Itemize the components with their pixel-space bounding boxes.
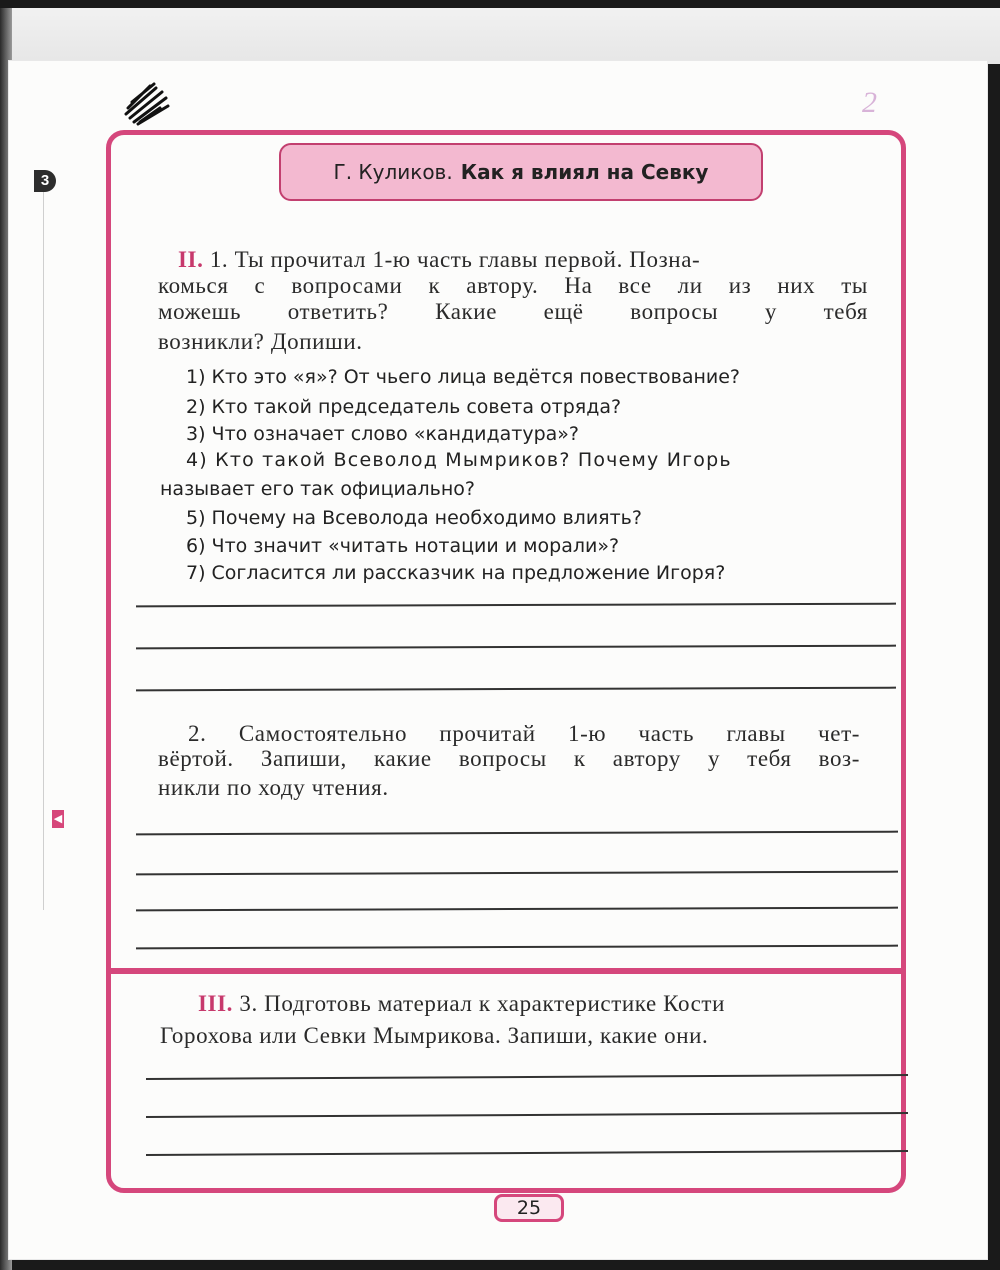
section-divider	[108, 968, 906, 974]
question-1: 1) Кто это «я»? От чьего лица ведётся повествование?	[186, 366, 741, 388]
task2-line-2: вёртой. Запиши, какие вопросы к автору у тебя воз-	[158, 746, 860, 771]
scan-edge-top	[0, 8, 1000, 64]
story-title: Как я влиял на Севку	[460, 160, 709, 184]
lesson-title	[279, 143, 763, 201]
bookmark-tab-icon: ◀	[52, 810, 64, 828]
task1-line-3: можешь ответить? Какие ещё вопросы у тебя	[158, 299, 868, 324]
pen-scribble-icon	[120, 78, 176, 128]
margin-line	[43, 190, 44, 910]
task1-line-4: возникли? Допиши.	[158, 329, 363, 354]
page-number: 25	[494, 1194, 564, 1222]
task3-line-1: III. 3. Подготовь материал к характеристике Кости	[198, 991, 725, 1016]
task2-line-1: 2. Самостоятельно прочитай 1-ю часть главы чет-	[188, 721, 860, 746]
question-2: 2) Кто такой председатель совета отряда?	[186, 396, 622, 418]
question-6: 6) Что значит «читать нотации и морали»?	[186, 535, 620, 557]
question-7: 7) Согласится ли рассказчик на предложение Игоря?	[186, 562, 726, 584]
author-name: Г. Куликов.	[333, 160, 453, 184]
task1-line-2: комься с вопросами к автору. На все ли из них ты	[158, 273, 868, 298]
task3-line-2: Горохова или Севки Мымрикова. Запиши, какие они.	[160, 1023, 709, 1048]
question-5: 5) Почему на Всеволода необходимо влиять?	[186, 507, 642, 529]
question-4-continued: называет его так официально?	[160, 478, 475, 500]
section-iii-numeral: III.	[198, 991, 234, 1016]
question-3: 3) Что означает слово «кандидатура»?	[186, 423, 579, 445]
task1-line-1: II. 1. Ты прочитал 1-ю часть главы первой. Позна-	[178, 247, 701, 272]
section-badge: 3	[34, 170, 56, 192]
question-4: 4) Кто такой Всеволод Мымриков? Почему Игорь	[186, 449, 732, 471]
section-ii-numeral: II.	[178, 247, 204, 272]
pencil-mark: 2	[862, 86, 877, 119]
task2-line-3: никли по ходу чтения.	[158, 775, 389, 800]
